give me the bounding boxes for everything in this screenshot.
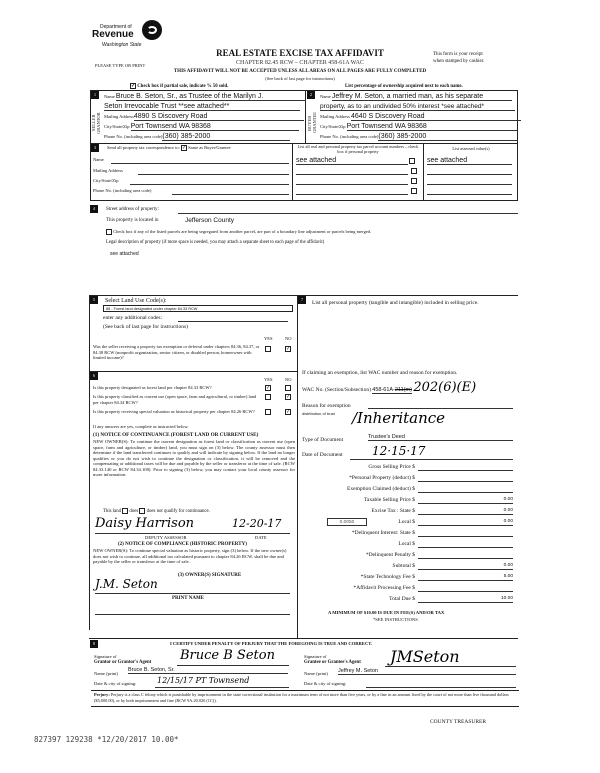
does-not-label: does not [146, 509, 163, 515]
section-2-number: 2 [307, 91, 315, 99]
additional-codes-field[interactable] [178, 321, 288, 322]
logo-revenue: Revenue [92, 29, 134, 40]
wac-field[interactable] [372, 387, 412, 394]
corr-city-field[interactable] [130, 184, 289, 185]
doc-type-value[interactable]: Trustee's Deed [368, 434, 513, 441]
grantor-agent-label: Grantor or Grantor's Agent [94, 660, 152, 665]
deputy-assessor-label: DEPUTY ASSESSOR [145, 535, 187, 540]
grantor-date-label: Date & city of signing: [94, 681, 137, 686]
receipt-note-1: This form is your receipt [433, 52, 483, 57]
buyer-name-1[interactable]: Jeffrey M. Seton, a married man, as his separate [332, 93, 512, 101]
no-header-6: NO [285, 377, 292, 382]
parcel-header: List all real and personal property tax parcel account numbers – check box if personal property [297, 144, 419, 154]
legal-label: Legal description of property (if more space is needed, you may attach a separate sheet to each page of the affidavit) [106, 240, 325, 245]
please-type: PLEASE TYPE OR PRINT [95, 63, 146, 68]
fee-label: Exemption Claimed (deduct) $ [347, 486, 415, 492]
continuance-title: (1) NOTICE OF CONTINUANCE (FOREST LAND OR CURRENT USE) [93, 432, 259, 438]
does-not-checkbox[interactable] [139, 508, 145, 514]
same-label: Same as Buyer/Grantee [188, 145, 231, 151]
date-label: DATE [255, 535, 267, 540]
perjury-note [94, 692, 518, 703]
compliance-title: (2) NOTICE OF COMPLIANCE (HISTORIC PROPERTY) [118, 542, 247, 547]
sec5-see-back: (See back of last page for instructions) [103, 324, 188, 330]
seller-name-label: Name [104, 94, 115, 99]
grantee-name[interactable]: Jeffrey M. Seton [338, 668, 516, 675]
fee-value[interactable] [418, 464, 513, 471]
land-use-select[interactable]: 88 - Forest land designated under chapter 84.33 RCW [103, 305, 293, 312]
seller-phone[interactable]: (360) 385-2000 [162, 133, 290, 141]
additional-codes-label: enter any additional codes: [103, 315, 163, 321]
segregate-checkbox[interactable] [106, 229, 112, 235]
corr-addr-label: Mailing Address [93, 168, 123, 173]
wac-handwritten: 202(6)(E) [413, 380, 477, 395]
fee-label: Local $ [398, 541, 415, 547]
current-use-no-checkbox[interactable]: ✓ [286, 395, 291, 400]
corr-addr-field[interactable] [138, 174, 289, 175]
same-as-buyer-checkbox[interactable]: ✓ [181, 146, 187, 151]
fee-label: *State Technology Fee $ [360, 574, 415, 580]
corr-city-label: City/State/Zip [93, 178, 119, 183]
fee-value[interactable] [418, 486, 513, 493]
historic-yes-checkbox[interactable] [265, 409, 271, 415]
fee-label: Subtotal $ [392, 563, 415, 569]
current-use-yes-checkbox[interactable] [265, 394, 271, 400]
warning: THIS AFFIDAVIT WILL NOT BE ACCEPTED UNLESS ALL AREAS ON ALL PAGES ARE FULLY COMPLETED [173, 69, 427, 74]
fee-label: *Delinquent Penalty $ [365, 552, 415, 558]
fee-label: Total Due $ [389, 596, 415, 602]
section-6-number: 6 [90, 372, 98, 380]
section-8-number: 8 [90, 640, 98, 648]
print-name-field[interactable] [95, 614, 290, 615]
send-label: Send all property tax correspondence to: [107, 145, 180, 151]
county-value[interactable]: Jefferson County [185, 217, 235, 224]
seller-phone-label: Phone No. (including area code) [104, 134, 163, 139]
exemption-no-checkbox[interactable]: ✓ [286, 347, 291, 352]
exemption-yes-checkbox[interactable] [265, 346, 271, 352]
fee-label: *Delinquent Interest: State $ [351, 530, 415, 536]
fee-label: Gross Selling Price $ [368, 464, 415, 470]
assessor-signature: Daisy Harrison [95, 516, 195, 531]
fee-value[interactable]: 0.00 [418, 497, 513, 504]
section-3-number: 3 [91, 144, 99, 152]
seller-label: SELLER GRANTOR [91, 112, 101, 134]
land-use-label: Select Land Use Code(s): [105, 298, 167, 304]
assessed-header: List assessed value(s) [452, 146, 490, 151]
parcel-4[interactable] [296, 194, 408, 195]
corr-phone-label: Phone No. (including area code) [93, 188, 152, 193]
grantee-sig-of: Signature of [304, 654, 327, 659]
corr-phone-field[interactable] [172, 194, 289, 195]
buyer-city-label: City/State/Zip [320, 124, 346, 129]
forest-yes-checkbox[interactable]: ✓ [266, 386, 271, 391]
seller-city-label: City/State/Zip [104, 124, 130, 129]
land-label: This land [103, 509, 121, 515]
grantee-signature: JMSeton [390, 647, 460, 666]
assessed-1[interactable]: see attached [427, 157, 512, 165]
legal-description[interactable]: see attached [110, 251, 139, 257]
fee-value[interactable] [418, 585, 513, 592]
if-yes-note: If any answers are yes, complete as instructed below. [93, 424, 189, 429]
doc-date-field[interactable] [350, 459, 513, 460]
list-pct: List percentage of ownership acquired next to each name. [345, 84, 463, 89]
fee-value[interactable] [418, 552, 513, 559]
grantor-name-label: Name (print) [94, 671, 118, 676]
qualify-label: qualify for continuance. [163, 509, 210, 515]
perjury-text: Perjury is a class C felony which is punishable by imprisonment in the state correctional institution for a maximum term of not more than five years, or by a fine in an amount fixed by the court of not more than five thousand dollars ($5,000.00), or by both imprisonment and fine (RCW 9A.20.020 (1C)). [94, 692, 509, 703]
compliance-text: NEW OWNER(S): To continue special valuation as historic property, sign (3) below. If the new owner(s) does not wish to continue, all additional tax calculated pursuant to chapter 84.26 RCW, shall be due and payable by the seller or transferor at the time of sale. [93, 548, 287, 564]
fee-value[interactable]: 0.00 [418, 508, 513, 515]
fee-value[interactable]: 0.00 [418, 519, 513, 526]
personal-property-label: List all personal property (tangible and intangible) included in selling price. [312, 300, 479, 306]
see-back: (See back of last page for instructions) [265, 76, 335, 81]
personal-property-checkbox-4[interactable] [411, 188, 417, 194]
current-use-question: Is this property classified as current use (open space, farm and agricultural, or timber) land per chapter 84.34 RCW? [93, 394, 257, 405]
partial-sale-label: Check box if partial sale, indicate % 50 sold. [137, 84, 229, 90]
buyer-label: BUYER GRANTEE [307, 112, 317, 134]
form-chapter: CHAPTER 82.45 RCW – CHAPTER 458-61A WAC [236, 60, 364, 66]
forest-no-checkbox[interactable] [285, 385, 291, 391]
fee-label: *Affidavit Processing Fee $ [353, 585, 415, 591]
historic-no-checkbox[interactable]: ✓ [286, 410, 291, 415]
grantee-date-label: Date & city of signing: [304, 681, 347, 686]
reason-label: Reason for exemption [302, 403, 351, 409]
buyer-name-2[interactable]: property, as to an undivided 50% interest *see attached* [320, 103, 515, 111]
logo-dept: Department of [100, 24, 132, 30]
receipt-stamp: 827397 129238 *12/20/2017 10.00* [34, 735, 179, 744]
section-1-number: 1 [91, 91, 99, 99]
does-label: does [129, 509, 139, 515]
parcel-1[interactable]: see attached [296, 157, 408, 165]
fee-value[interactable] [418, 541, 513, 548]
county-treasurer: COUNTY TREASURER [430, 719, 487, 725]
form-title: REAL ESTATE EXCISE TAX AFFIDAVIT [216, 48, 384, 58]
fee-label: Excise Tax : State $ [371, 508, 415, 514]
see-instructions: *SEE INSTRUCTIONS [373, 617, 418, 622]
segregate-label: Check box if any of the listed parcels are being segregated from another parcel, are part of a boundary line adjustment or parcels being merged. [113, 229, 372, 235]
doc-date-label: Date of Document [302, 452, 343, 458]
seller-address[interactable]: 4890 S Discovery Road [134, 113, 304, 121]
grantee-name-label: Name (print) [304, 671, 328, 676]
wac-label: WAC No. (Section/Subsection) [302, 387, 371, 393]
doc-date-value: 12·15·17 [372, 444, 426, 458]
grantor-signature: Bruce B Seton [180, 648, 275, 663]
grantor-date-city: 12/15/17 PT Townsend [157, 676, 250, 685]
no-header: NO [285, 336, 292, 341]
owner-signature-label: (3) OWNER(S) SIGNATURE [178, 573, 242, 578]
parcel-2[interactable] [296, 174, 408, 175]
logo-emblem-icon [142, 20, 162, 40]
seller-city[interactable]: Port Townsend WA 98368 [131, 123, 299, 131]
fee-label: Taxable Selling Price $ [363, 497, 415, 503]
parcel-3[interactable] [296, 184, 408, 185]
section-7-number: 7 [298, 296, 306, 304]
wac-struck: 211(m) [394, 387, 412, 393]
perjury-bold: Perjury: [94, 692, 110, 697]
grantee-agent-label: Grantee or Grantee's Agent [304, 660, 361, 665]
logo-state: Washington State [102, 42, 142, 48]
fee-value[interactable]: 10.00 [418, 596, 513, 603]
continuance-text: NEW OWNER(S): To continue the current designation as forest land or classification as current use (open space, farm and agriculture, or timber) land, you must sign on (3) below. The county assessor must then determine if the land transferred continues to qualify and will indicate by signing below. If the land no longer qualifies or you do not wish to continue the designation or classification, it will be removed and the compensating or additional taxes will be due and payable by the seller or transferor at the time of sale. (RCW 84.33.140 or RCW 84.34.108). Prior to signing (3) below, you may contact your local county assessor for more information. [93, 439, 295, 477]
fee-label: *Personal Property (deduct) $ [349, 475, 415, 481]
personal-property-checkbox-2[interactable] [411, 168, 417, 174]
yes-header-6: YES [264, 377, 273, 382]
local-rate: 0.0050 [327, 518, 367, 526]
personal-property-checkbox-1[interactable] [409, 158, 415, 164]
personal-property-checkbox-3[interactable] [411, 178, 417, 184]
grantor-name[interactable]: Bruce B. Seton, Sr. [128, 667, 288, 674]
section-5-number: 5 [90, 296, 98, 304]
wac-typed: 458-61A- [372, 387, 395, 393]
forest-question: Is this property designated as forest land per chapter 84.33 RCW? [93, 385, 212, 390]
doc-type-label: Type of Document [302, 437, 344, 443]
located-label: This property is located in [106, 218, 159, 223]
minimum-note: A MINIMUM OF $10.00 IS DUE IN FEE(S) AND/OR TAX [328, 610, 445, 615]
section-4-number: 4 [90, 205, 98, 213]
does-checkbox[interactable] [122, 508, 128, 514]
fee-value[interactable] [418, 475, 513, 482]
grantor-sig-of: Signature of [94, 654, 117, 659]
yes-header: YES [264, 336, 273, 341]
fee-value[interactable]: 5.00 [418, 574, 513, 581]
fee-label: Local $ [398, 519, 415, 525]
seller-name-2[interactable]: Seton Irrevocable Trust **see attached** [104, 103, 300, 111]
historic-question: Is this property receiving special valuation as historical property per chapter 84.26 RCW? [93, 409, 255, 414]
fee-value[interactable]: 0.00 [418, 563, 513, 570]
partial-sale-checkbox[interactable]: ✓ [131, 84, 136, 89]
seller-addr-label: Mailing Address [104, 114, 134, 119]
fee-value[interactable] [418, 530, 513, 537]
buyer-address[interactable]: 4640 S Discovery Road [351, 113, 521, 121]
reason-typed: distribution of trust [302, 411, 335, 416]
exemption-label: If claiming an exemption, list WAC number and reason for exemption. [302, 370, 458, 376]
corr-name-field[interactable] [111, 163, 289, 164]
grantee-date-field[interactable] [366, 687, 516, 688]
corr-name-label: Name [93, 157, 104, 162]
buyer-name-label: Name [320, 94, 331, 99]
buyer-addr-label: Mailing Address [320, 114, 350, 119]
print-name-label: PRINT NAME [172, 596, 204, 601]
owner-signature: J.M. Seton [95, 577, 158, 591]
buyer-phone-label: Phone No. (including area code) [320, 134, 379, 139]
assessor-date: 12-20-17 [232, 517, 282, 530]
exemption-question: Was the seller receiving a property tax exemption or deferral under chapters 84.36, 84.37, or 84.38 RCW (nonprofit organization, senior citizen, or disabled person, homeowner with limited income)? [93, 344, 260, 360]
street-label: Street address of property: [106, 207, 159, 212]
seller-name-1[interactable]: Bruce B. Seton, Sr., as Trustee of the Marilyn J. [116, 93, 306, 101]
buyer-city[interactable]: Port Townsend WA 98368 [347, 123, 517, 131]
certify-statement: I CERTIFY UNDER PENALTY OF PERJURY THAT THE FOREGOING IS TRUE AND CORRECT. [170, 641, 373, 646]
receipt-note-2: when stamped by cashier. [433, 59, 485, 64]
street-field[interactable] [178, 213, 518, 214]
buyer-phone[interactable]: (360) 385-2000 [378, 133, 518, 141]
reason-handwritten: /Inheritance [352, 409, 446, 427]
